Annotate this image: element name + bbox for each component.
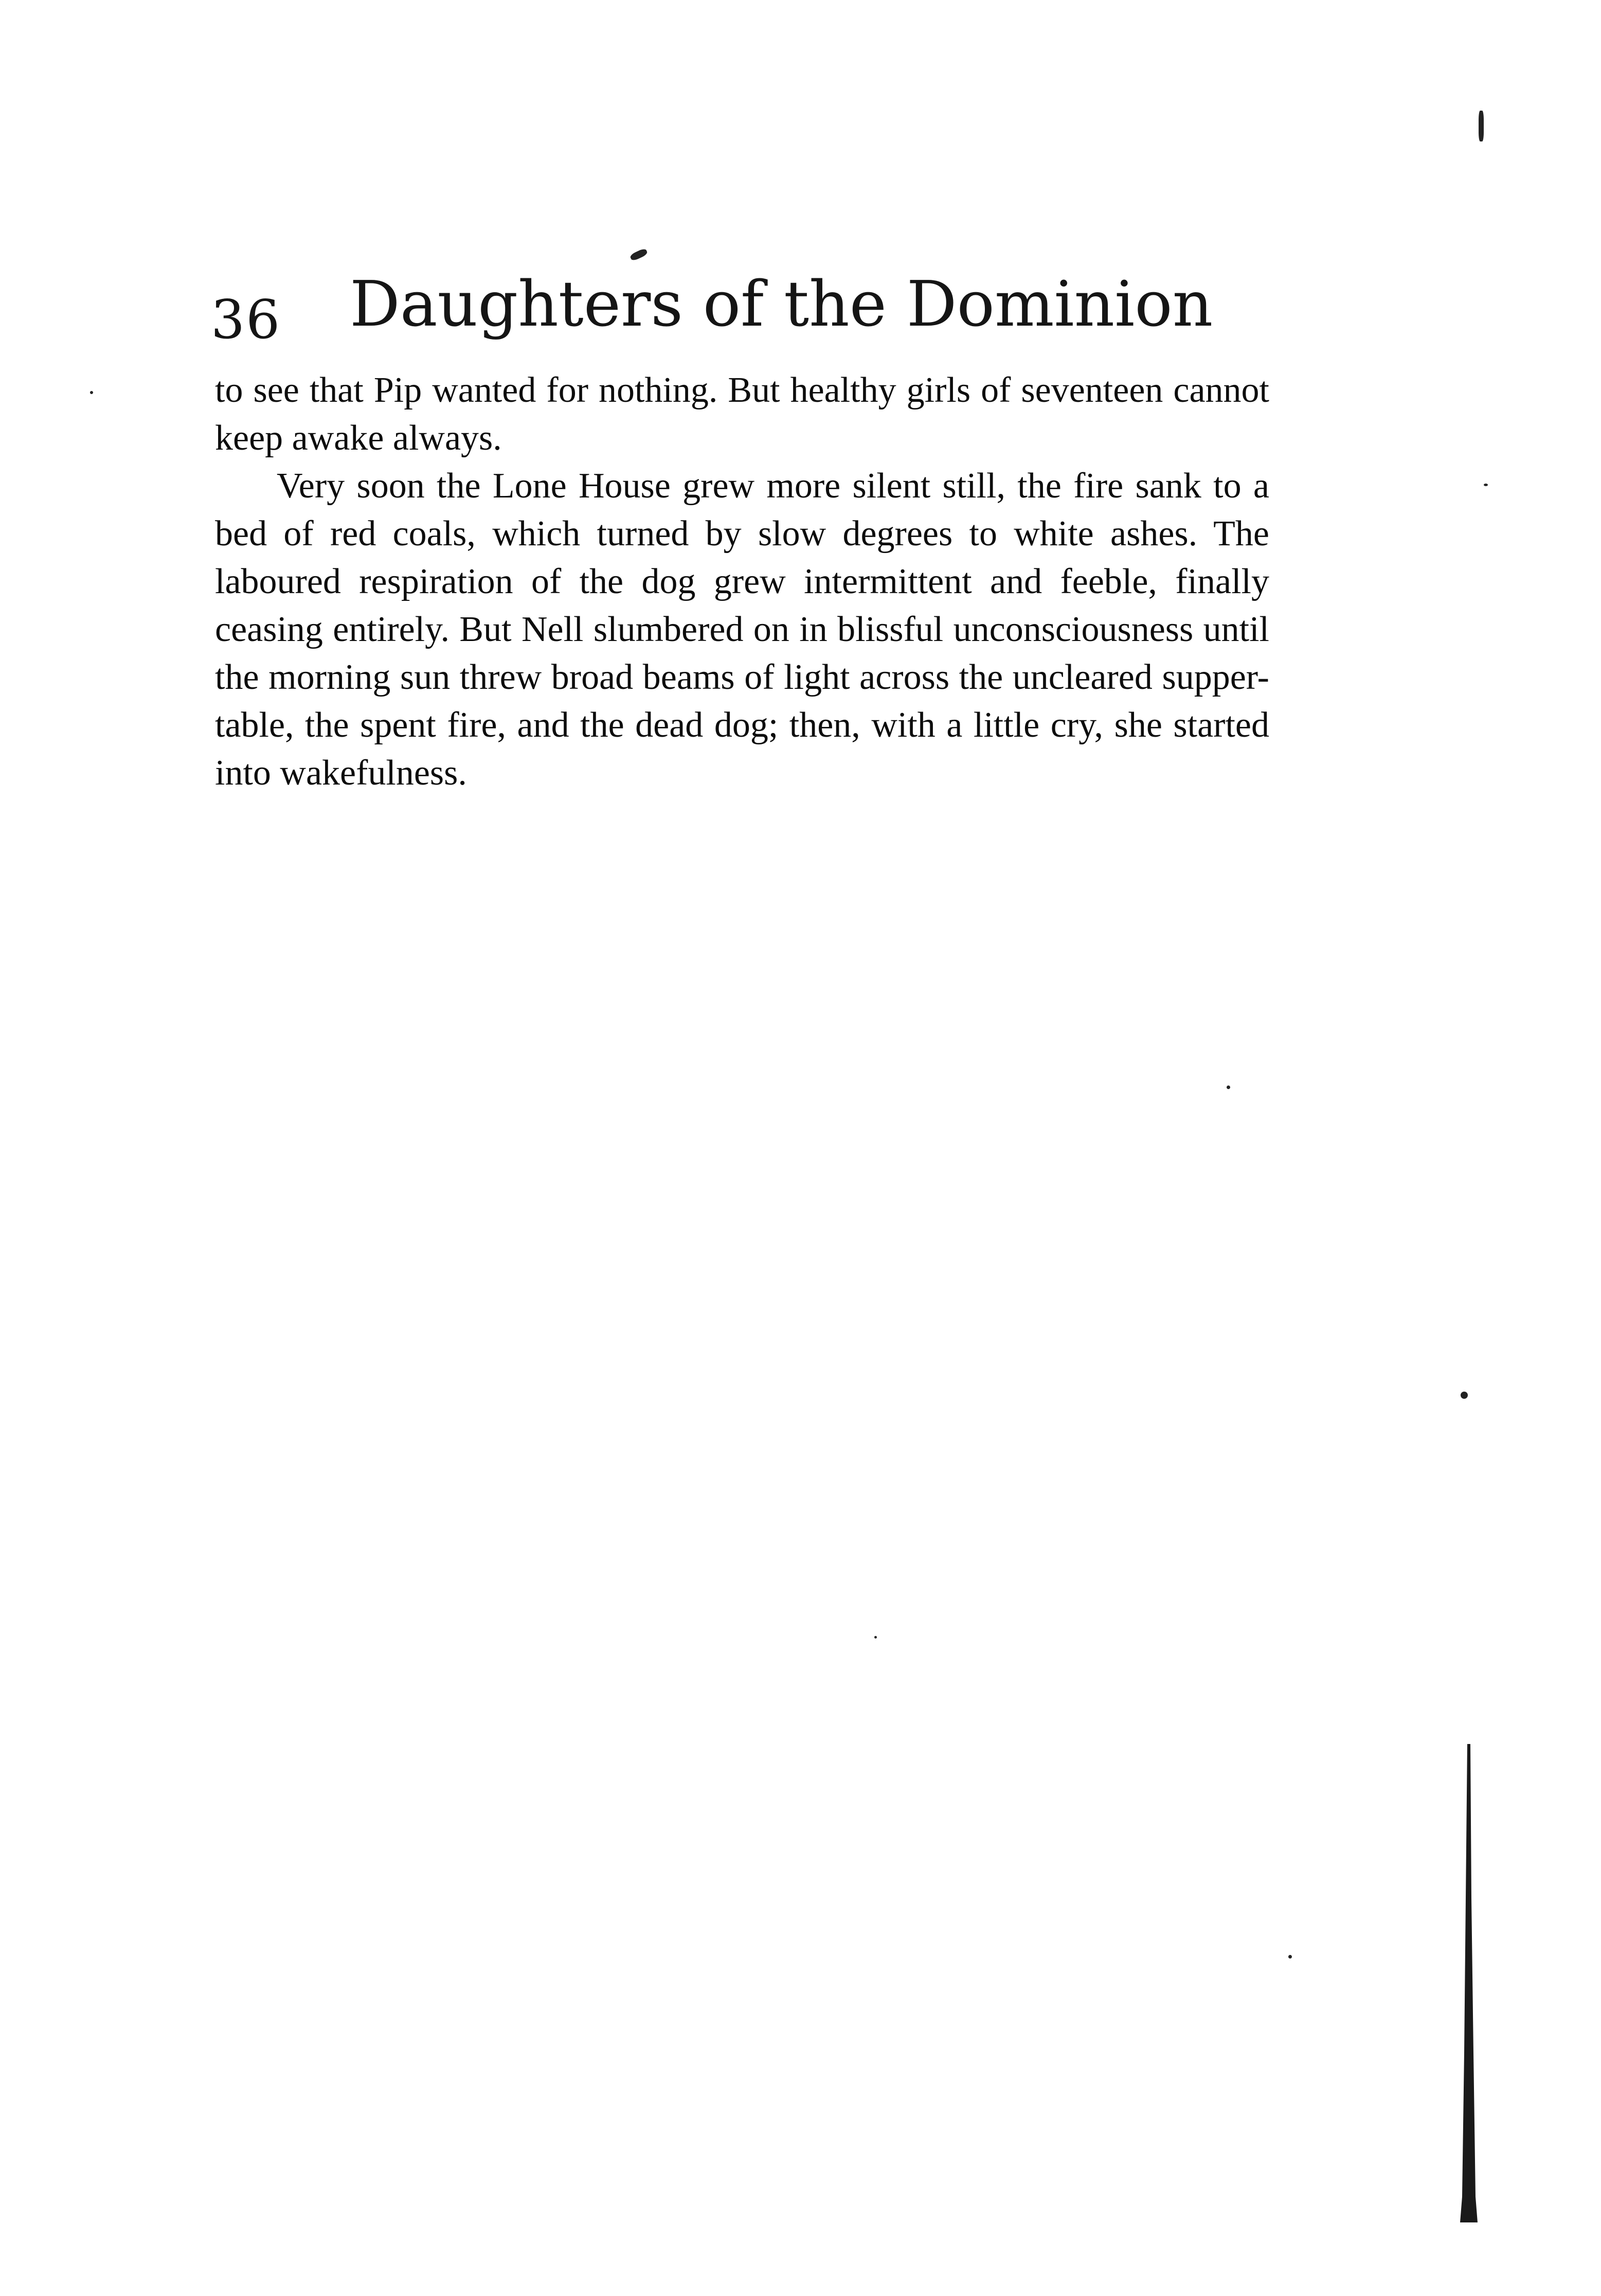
scan-speck [1288, 1955, 1292, 1959]
scan-speck [629, 247, 649, 261]
scan-speck [1479, 111, 1484, 141]
scan-speck [1484, 484, 1488, 486]
page-number: 36 [211, 288, 281, 351]
book-title: Daughters of the Dominion [350, 268, 1213, 341]
scan-speck [90, 391, 93, 394]
running-head [211, 268, 1270, 355]
page-edge-shadow [1458, 1744, 1479, 2222]
scan-speck [1461, 1392, 1468, 1399]
paragraph-continuation: to see that Pip wanted for nothing. But healthy girls of seventeen cannot keep awake always. [215, 370, 1269, 458]
paragraph: Very soon the Lone House grew more silent still, the fire sank to a bed of red coals, which turned by slow degrees to white ashes. The laboured respiration of the dog grew intermittent and feeble, finally ceasing entirely. But Nell slumbered on in blissful unconsciousness until the morning sun threw broad beams of light across the uncleared supper-table, the spent fire, and the dead dog; then, with a little cry, she started into wakefulness. [215, 466, 1269, 793]
scan-speck [1227, 1085, 1230, 1089]
scan-speck [874, 1636, 877, 1639]
body-text [215, 366, 1269, 797]
